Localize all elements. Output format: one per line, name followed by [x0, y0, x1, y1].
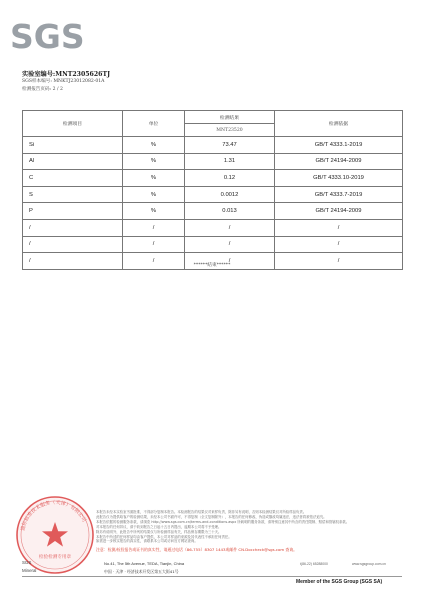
footer-terms-line: 本报告依据的检测服务条款，请浏览 http://www.sgs.com.cn/terms-and-conditions.aspx 所载明的服务条款，请特别注意其中所含的责任限制、赔偿和管辖权条款。: [96, 519, 350, 524]
footer-divider: [22, 576, 402, 577]
footer-terms-line: 如需进一步核实报告的真实性，请联系本公司或访问官方网站查询。: [96, 539, 198, 544]
contact-tel: t(86-22) 65288000: [300, 562, 328, 566]
method-cell: GB/T 24194-2009: [275, 153, 403, 170]
item-cell: /: [23, 236, 123, 253]
footer-terms-line: 本报告中所述的任何样品均由客户提供，本公司对样品的来源及其代表性不承担任何责任。: [96, 534, 232, 539]
results-table: [22, 110, 403, 270]
address-chinese: 中国 · 天津 · 经济技术开发区第五大街41号: [104, 569, 179, 574]
sgs-logo: [8, 10, 85, 62]
table-row: [23, 236, 403, 253]
result-cell: 0.0012: [185, 186, 275, 203]
table-row: [23, 219, 403, 236]
svg-text:SGS: SGS: [10, 17, 85, 56]
authenticity-notice: 注意：检测/检验报告或证书的真实性，请通过电话（86-755）8307 1443或邮件 CN.Doccheck@sgs.com 查询。: [96, 547, 298, 552]
unit-cell: %: [123, 137, 185, 154]
result-cell: /: [185, 236, 275, 253]
item-cell: P: [23, 203, 123, 220]
lab-number: 实验室编号:MNT2305626TJ: [22, 71, 110, 78]
result-cell: 0.12: [185, 170, 275, 187]
table-row: [23, 137, 403, 154]
item-cell: C: [23, 170, 123, 187]
header-unit: 单位: [123, 111, 185, 137]
header-method: 检测依据: [275, 111, 403, 137]
footer-terms: [96, 510, 410, 544]
footer-terms-line: 对本报告的任何异议，请于收到报告之日起十五日内提出，逾期本公司将不予受理。: [96, 524, 222, 529]
table-row: [23, 203, 403, 220]
footer-terms-line: 此报告仅为提供给客户的检测结果，未经本公司书面许可，不得复制（全文复制除外），本报告的任何修改、伪造或篡改均属违法，违法者将被依法追究。: [96, 514, 327, 519]
header-result: 检测结果: [185, 111, 275, 124]
item-cell: /: [23, 219, 123, 236]
unit-cell: %: [123, 170, 185, 187]
seal-subtext: 检验检测专用章: [38, 555, 72, 560]
unit-cell: %: [123, 203, 185, 220]
footer-sgs-label: SGS: [22, 560, 32, 565]
footer-terms-line: 除另有说明外，此报告中所列的结果仅与所检测样品有关，样品保存期限为三十天。: [96, 529, 222, 534]
seal-text: 通标标准技术服务（天津）有限公司: [20, 499, 87, 532]
footer-terms-line: 本报告未经本实验室书面批准，不得部分复制本报告。本检测报告的结果仅对来样负责，除非另有说明，否则本检测结果仅对所检样品负责。: [96, 510, 307, 514]
item-cell: Si: [23, 137, 123, 154]
method-cell: GB/T 24194-2009: [275, 203, 403, 220]
method-cell: GB/T 4333.10-2019: [275, 170, 403, 187]
result-cell: /: [185, 219, 275, 236]
method-cell: GB/T 4333.1-2019: [275, 137, 403, 154]
table-row: [23, 153, 403, 170]
table-row: [23, 186, 403, 203]
result-cell: /: [185, 253, 275, 270]
table-row: [23, 170, 403, 187]
unit-cell: /: [123, 236, 185, 253]
end-note: ******结束******: [193, 263, 231, 268]
sgs-member-line: Member of the SGS Group (SGS SA): [296, 579, 383, 585]
report-page: 检测报告页码: 2 / 2: [22, 87, 63, 92]
result-cell: 73.47: [185, 137, 275, 154]
result-cell: 1.31: [185, 153, 275, 170]
unit-cell: %: [123, 186, 185, 203]
result-cell: 0.013: [185, 203, 275, 220]
header-item: 检测项目: [23, 111, 123, 137]
item-cell: Al: [23, 153, 123, 170]
unit-cell: /: [123, 219, 185, 236]
sgs-sample-number: SGS样本编号: MNKTJ23012082-01A: [22, 79, 105, 84]
header-sample-id: MNT23520: [185, 124, 275, 137]
method-cell: /: [275, 236, 403, 253]
item-cell: /: [23, 253, 123, 270]
footer-mineral-label: Mineral: [22, 568, 37, 573]
unit-cell: /: [123, 253, 185, 270]
method-cell: /: [275, 253, 403, 270]
unit-cell: %: [123, 153, 185, 170]
address-english: No.41, The 5th Avenue, TEDA, Tianjin, China: [104, 561, 185, 566]
contact-website: www.sgsgroup.com.cn: [352, 562, 386, 566]
method-cell: GB/T 4333.7-2019: [275, 186, 403, 203]
method-cell: /: [275, 219, 403, 236]
item-cell: S: [23, 186, 123, 203]
